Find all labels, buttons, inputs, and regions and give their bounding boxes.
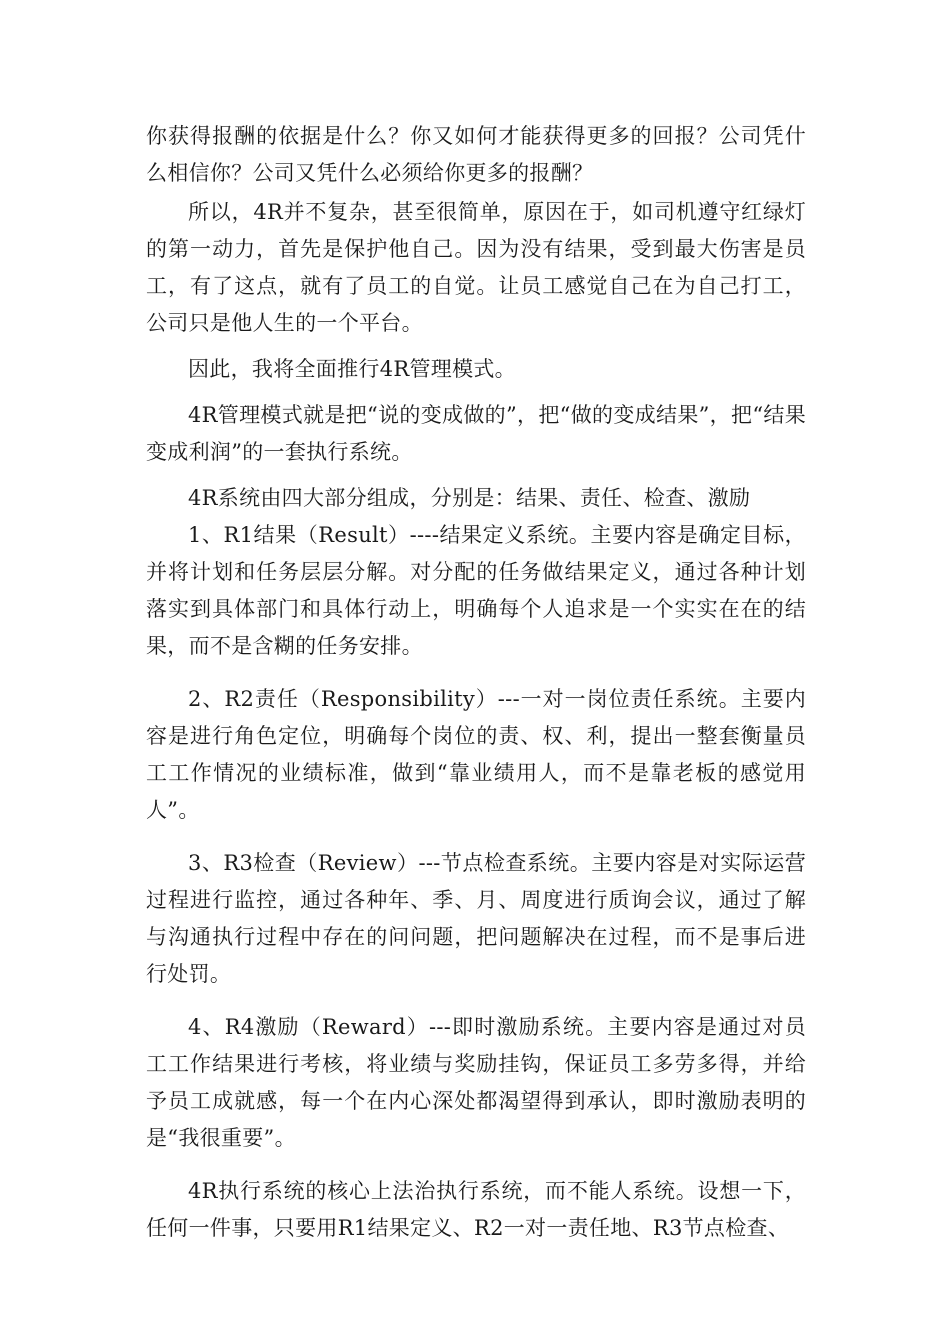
paragraph-4r-simple: 所以，4R并不复杂，甚至很简单，原因在于，如司机遵守红绿灯的第一动力，首先是保护他自己。因为没有结果，受到最大伤害是员工，有了这点，就有了员工的自觉。让员工感觉自己在为自己打工，公司只是他人生的一个平台。 [146,200,806,335]
paragraph-r2-responsibility: 2、R2责任（Responsibility）---一对一岗位责任系统。主要内容是进行角色定位，明确每个岗位的责、权、利，提出一整套衡量员工工作情况的业绩标准，做到“靠业绩用人，而不是靠老板的感觉用人”。 [146,687,806,822]
paragraph-4r-definition: 4R管理模式就是把“说的变成做的”，把“做的变成结果”，把“结果变成利润”的一套执行系统。 [146,403,806,464]
paragraph-reward-question: 你获得报酬的依据是什么？你又如何才能获得更多的回报？公司凭什么相信你？公司又凭什么必须给你更多的报酬？ [146,124,806,185]
paragraph-adopt-4r: 因此，我将全面推行4R管理模式。 [188,357,516,381]
paragraph-r4-reward: 4、R4激励（Reward）---即时激励系统。主要内容是通过对员工工作结果进行考核，将业绩与奖励挂钩，保证员工多劳多得，并给予员工成就感，每一个在内心深处都渴望得到承认，即时激励表明的是“我很重要”。 [146,1015,806,1150]
document-body [146,118,806,1247]
paragraph-4r-core: 4R执行系统的核心上法治执行系统，而不能人系统。设想一下，任何一件事，只要用R1结果定义、R2一对一责任地、R3节点检查、 [146,1179,806,1240]
paragraph-r3-review: 3、R3检查（Review）---节点检查系统。主要内容是对实际运营过程进行监控，通过各种年、季、月、周度进行质询会议，通过了解与沟通执行过程中存在的问问题，把问题解决在过程，而不是事后进行处罚。 [146,851,806,986]
paragraph-4r-components: 4R系统由四大部分组成，分别是：结果、责任、检查、激励 [188,486,751,510]
paragraph-r1-result: 1、R1结果（Result）----结果定义系统。主要内容是确定目标，并将计划和任务层层分解。对分配的任务做结果定义，通过各种计划落实到具体部门和具体行动上，明确每个人追求是一个实实在在的结果，而不是含糊的任务安排。 [146,523,806,658]
